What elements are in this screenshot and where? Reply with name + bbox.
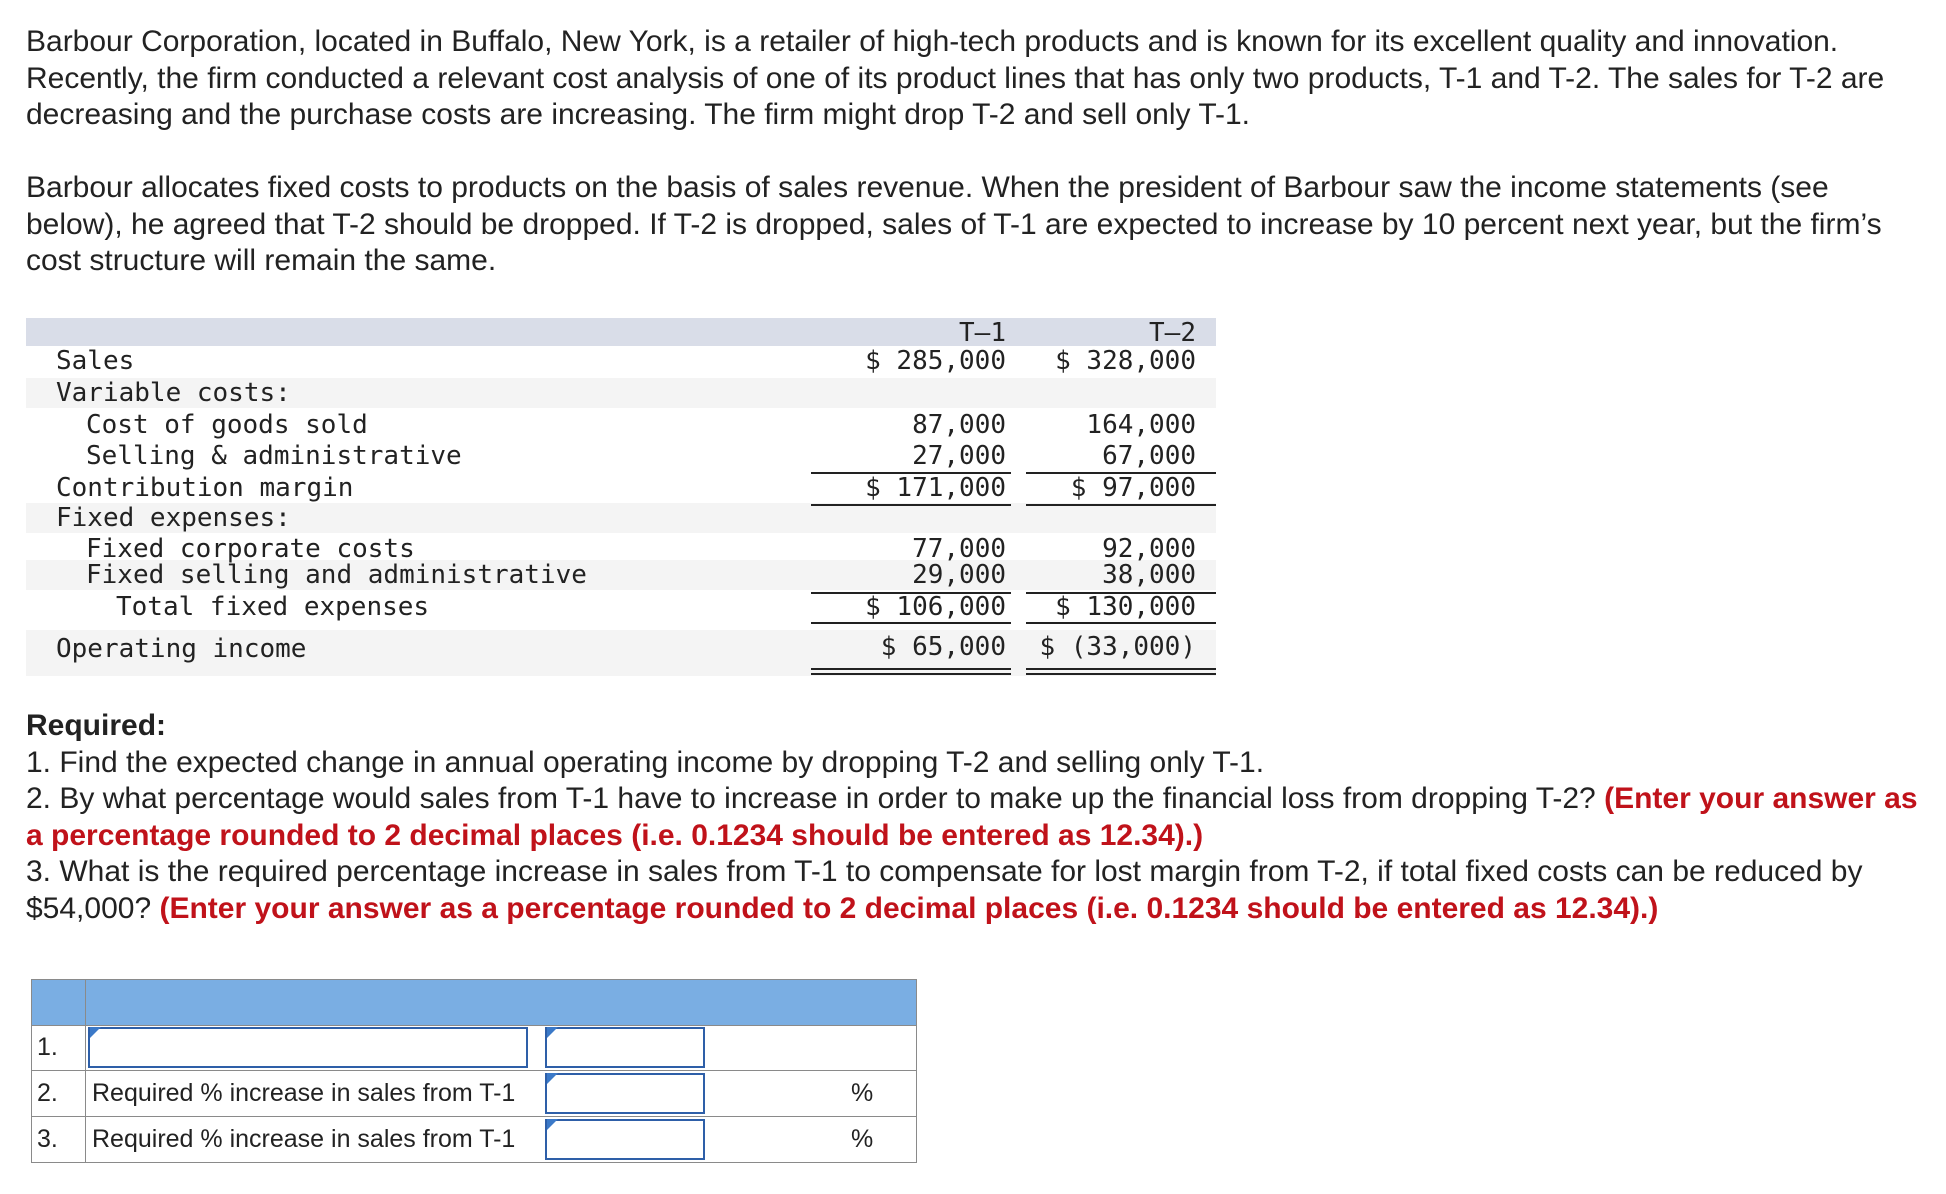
- percent-unit: %: [851, 1125, 874, 1153]
- fixed-sga-t2: 38,000: [1102, 560, 1196, 590]
- col-header-t1: T–1: [959, 318, 1006, 348]
- total-fixed-label: Total fixed expenses: [116, 592, 430, 622]
- sga-label: Selling & administrative: [86, 441, 462, 471]
- sales-t1: $ 285,000: [865, 346, 1006, 376]
- fixed-corporate-t2: 92,000: [1102, 534, 1196, 564]
- question-3-note: (Enter your answer as a percentage rounded to 2 decimal places (i.e. 0.1234 should be entered as 12.34).): [159, 891, 1659, 925]
- contribution-t2: $ 97,000: [1070, 473, 1196, 503]
- sales-t2: $ 328,000: [1055, 346, 1196, 376]
- answer-table: [31, 979, 917, 1163]
- double-underline: [811, 668, 1011, 675]
- question-2-text: 2. By what percentage would sales from T-1 have to increase in order to make up the financial loss from dropping T-2?: [26, 782, 1596, 815]
- cogs-t1: 87,000: [912, 410, 1006, 440]
- contribution-margin-label: Contribution margin: [56, 473, 354, 503]
- subtotal-rule: [811, 622, 1011, 624]
- answer-row-2: [31, 1071, 917, 1117]
- row-number: 1.: [37, 1033, 58, 1061]
- total-fixed-t1: $ 106,000: [865, 592, 1006, 622]
- operating-income-t1: $ 65,000: [880, 632, 1006, 662]
- fixed-expenses-label: Fixed expenses:: [56, 503, 291, 533]
- subtotal-rule: [1026, 622, 1216, 624]
- row-number: 2.: [37, 1079, 58, 1107]
- cogs-label: Cost of goods sold: [86, 410, 368, 440]
- question-2: [26, 781, 1926, 854]
- percent-unit: %: [851, 1079, 874, 1107]
- cogs-t2: 164,000: [1086, 410, 1196, 440]
- row-3-label: Required % increase in sales from T-1: [92, 1125, 516, 1153]
- subtotal-rule: [811, 504, 1011, 506]
- question-3-text: 3. What is the required percentage increase in sales from T-1 to compensate for lost margin from T-2, if total fixed costs can be reduced by $54,000?: [26, 855, 1863, 925]
- row-1-label-input[interactable]: [88, 1027, 528, 1068]
- contribution-t1: $ 171,000: [865, 473, 1006, 503]
- question-1: 1. Find the expected change in annual operating income by dropping T-2 and selling only T-1.: [26, 745, 1265, 779]
- question-3: [26, 854, 1926, 927]
- operating-income-label: Operating income: [56, 634, 307, 664]
- input-flag-icon: [547, 1119, 558, 1130]
- sga-t1: 27,000: [912, 441, 1006, 471]
- sales-label: Sales: [56, 346, 135, 376]
- row-2-value-input[interactable]: [545, 1073, 705, 1114]
- row-number: 3.: [37, 1125, 58, 1153]
- statement-header-band: [26, 318, 1216, 346]
- intro-paragraph-2: Barbour allocates fixed costs to products on the basis of sales revenue. When the president of Barbour saw the income statements (see below), he agreed that T-2 should be dropped. If T-2 is dropped, sales of T-1 are expected to increase by 10 percent next year, but the firm’s cost structure will remain the same.: [26, 171, 1882, 277]
- question-2-note: (Enter your answer as a percentage rounded to 2 decimal places (i.e. 0.1234 should be entered as 12.34).): [26, 782, 1918, 852]
- col-header-t2: T–2: [1149, 318, 1196, 348]
- required-title: Required:: [26, 709, 167, 742]
- answer-table-header: [31, 979, 917, 1026]
- answer-row-3: [31, 1117, 917, 1163]
- fixed-corporate-t1: 77,000: [912, 534, 1006, 564]
- income-statement: [26, 318, 1216, 676]
- input-flag-icon: [547, 1073, 558, 1084]
- row-1-value-input[interactable]: [545, 1027, 705, 1068]
- intro-paragraph-1: Barbour Corporation, located in Buffalo, New York, is a retailer of high-tech products and is known for its excellent quality and innovation. Recently, the firm conducted a relevant cost analysis of one of its product lines that has only two products, T-1 and T-2. The sales for T-2 are decreasing and the purchase costs are increasing. The firm might drop T-2 and sell only T-1.: [26, 25, 1885, 131]
- sga-t2: 67,000: [1102, 441, 1196, 471]
- input-flag-icon: [547, 1027, 558, 1038]
- operating-income-t2: $ (33,000): [1039, 632, 1196, 662]
- input-flag-icon: [90, 1027, 101, 1038]
- total-fixed-t2: $ 130,000: [1055, 592, 1196, 622]
- fixed-sga-t1: 29,000: [912, 560, 1006, 590]
- fixed-corporate-label: Fixed corporate costs: [86, 534, 415, 564]
- double-underline: [1026, 668, 1216, 675]
- variable-costs-label: Variable costs:: [56, 378, 291, 408]
- answer-row-1: [31, 1025, 917, 1071]
- required-section: [26, 708, 1926, 927]
- fixed-sga-label: Fixed selling and administrative: [86, 560, 587, 590]
- subtotal-rule: [1026, 504, 1216, 506]
- row-2-label: Required % increase in sales from T-1: [92, 1079, 516, 1107]
- row-3-value-input[interactable]: [545, 1119, 705, 1160]
